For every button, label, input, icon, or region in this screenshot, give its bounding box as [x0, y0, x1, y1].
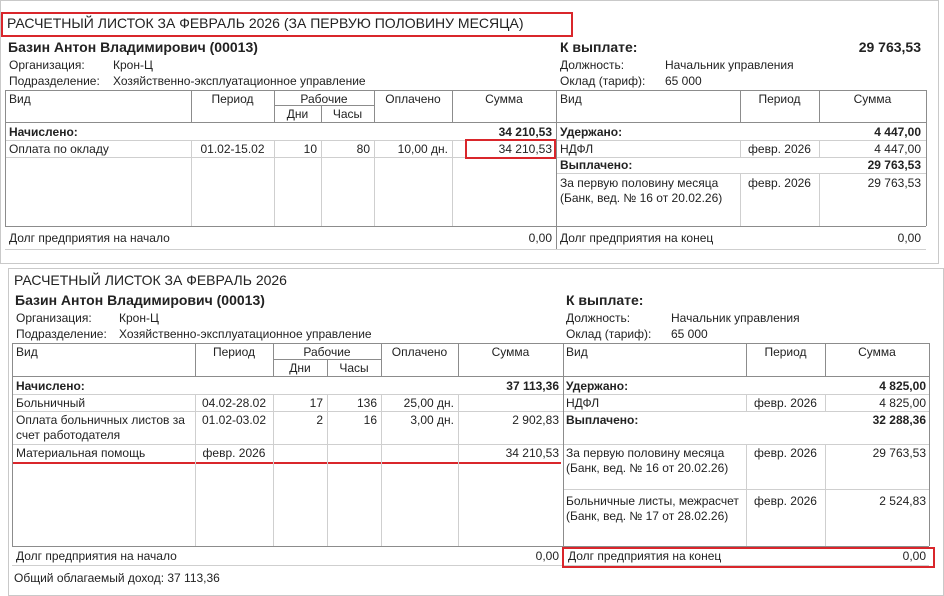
title-highlight: [1, 12, 573, 37]
header-sum: Сумма: [485, 92, 523, 106]
taxable-income: Общий облагаемый доход: 37 113,36: [14, 571, 220, 585]
col-line: [556, 90, 557, 249]
debt-start-label: Долг предприятия на начало: [9, 231, 170, 245]
paid-total: 32 288,36: [872, 413, 926, 427]
paid-label: Выплачено:: [560, 158, 633, 172]
accrued-total: 34 210,53: [498, 125, 552, 139]
accrual-period: 04.02-28.02: [201, 396, 267, 410]
header-hours: Часы: [339, 361, 369, 375]
salary-value: 65 000: [665, 74, 702, 88]
accrued-label: Начислено:: [9, 125, 78, 139]
salary-label: Оклад (тариф):: [560, 74, 646, 88]
paid-period: февр. 2026: [754, 494, 817, 508]
dept-label: Подразделение:: [9, 74, 100, 88]
accrual-paid: 25,00 дн.: [403, 396, 454, 410]
withheld-sum: 4 825,00: [879, 396, 926, 410]
position-value: Начальник управления: [671, 311, 800, 325]
employee-name: Базин Антон Владимирович (00013): [8, 39, 258, 55]
accrual-kind: Материальная помощь: [16, 446, 146, 460]
header-right-period: Период: [758, 92, 801, 106]
debt-end-highlight: [562, 547, 935, 568]
paid-period: февр. 2026: [748, 176, 811, 190]
to-pay-label: К выплате:: [560, 39, 638, 55]
slip-title: РАСЧЕТНЫЙ ЛИСТОК ЗА ФЕВРАЛЬ 2026: [14, 272, 287, 288]
accrual-hours: 80: [356, 142, 370, 156]
header-period: Период: [212, 345, 256, 359]
accrual-period: 01.02-15.02: [200, 142, 265, 156]
accrual-days: 17: [309, 396, 323, 410]
header-period: Период: [211, 92, 254, 106]
accrual-period: 01.02-03.02: [201, 413, 267, 427]
accrual-period: февр. 2026: [202, 446, 266, 460]
header-right-sum: Сумма: [858, 345, 896, 359]
paid-sum: 2 524,83: [879, 494, 926, 508]
paid-period: февр. 2026: [754, 446, 817, 460]
material-aid-underline: [12, 462, 561, 464]
header-sum: Сумма: [491, 345, 530, 359]
col-line: [563, 343, 564, 565]
position-label: Должность:: [566, 311, 631, 325]
withheld-period: февр. 2026: [748, 142, 811, 156]
header-right-period: Период: [764, 345, 807, 359]
debt-start-label: Долг предприятия на начало: [16, 549, 177, 563]
accrual-kind: Оплата по окладу: [9, 142, 109, 156]
col-line: [5, 90, 6, 226]
withheld-total: 4 447,00: [874, 125, 921, 139]
org-value: Крон-Ц: [119, 311, 159, 325]
withheld-period: февр. 2026: [754, 396, 817, 410]
row-line: [12, 444, 929, 445]
debt-end-label: Долг предприятия на конец: [568, 549, 722, 563]
withheld-kind: НДФЛ: [566, 396, 600, 410]
sum-highlight: [465, 139, 556, 159]
table-top-line: [5, 90, 926, 91]
withheld-label: Удержано:: [566, 379, 629, 393]
org-label: Организация:: [9, 58, 85, 72]
header-days: Дни: [289, 361, 311, 375]
header-kind: Вид: [16, 345, 38, 359]
payslip-first-half: [0, 0, 939, 264]
header-kind: Вид: [9, 92, 31, 106]
header-days: Дни: [286, 107, 309, 121]
debt-start-value: 0,00: [535, 549, 559, 563]
footer-line: [5, 249, 926, 250]
paid-kind: За первую половину месяца (Банк, вед. № 16 от 20.02.26): [560, 176, 723, 205]
accrual-paid: 3,00 дн.: [410, 413, 454, 427]
withheld-total: 4 825,00: [879, 379, 926, 393]
accrual-kind: Больничный: [16, 396, 86, 410]
slip-title: РАСЧЕТНЫЙ ЛИСТОК ЗА ФЕВРАЛЬ 2026 (ЗА ПЕРВУЮ ПОЛОВИНУ МЕСЯЦА): [7, 15, 524, 31]
withheld-label: Удержано:: [560, 125, 623, 139]
debt-end-value: 0,00: [897, 231, 921, 245]
payslip-full-month: [8, 268, 944, 596]
debt-end-label: Долг предприятия на конец: [560, 231, 714, 245]
col-line: [926, 90, 927, 226]
salary-value: 65 000: [671, 327, 708, 341]
org-label: Организация:: [16, 311, 92, 325]
header-bottom-line: [5, 122, 926, 123]
header-working: Рабочие: [300, 92, 348, 106]
header-right-kind: Вид: [560, 92, 582, 106]
row-line: [12, 411, 929, 412]
accrued-label: Начислено:: [16, 379, 85, 393]
header-right-sum: Сумма: [853, 92, 892, 106]
row-line: [12, 394, 929, 395]
withheld-kind: НДФЛ: [560, 142, 594, 156]
org-value: Крон-Ц: [113, 58, 153, 72]
dept-value: Хозяйственно-эксплуатационное управление: [119, 327, 372, 341]
header-paid: Оплачено: [391, 345, 448, 359]
employee-name: Базин Антон Владимирович (00013): [15, 292, 265, 308]
row-line: [556, 173, 926, 174]
col-line: [929, 343, 930, 546]
paid-label: Выплачено:: [566, 413, 639, 427]
header-bottom-line: [12, 376, 929, 377]
paid-kind: Больничные листы, межрасчет (Банк, вед. № 17 от 28.02.26): [566, 494, 739, 523]
header-paid: Оплачено: [385, 92, 441, 106]
to-pay-label: К выплате:: [566, 292, 644, 308]
paid-kind: За первую половину месяца (Банк, вед. № 16 от 20.02.26): [566, 446, 729, 475]
dept-value: Хозяйственно-эксплуатационное управление: [113, 74, 366, 88]
position-label: Должность:: [560, 58, 625, 72]
table-top-line: [12, 343, 929, 344]
paid-total: 29 763,53: [867, 158, 921, 172]
salary-label: Оклад (тариф):: [566, 327, 652, 341]
accrual-sum: 34 210,53: [505, 446, 559, 460]
table-bottom-line: [5, 226, 926, 227]
accrual-paid: 10,00 дн.: [397, 142, 448, 156]
dept-label: Подразделение:: [16, 327, 107, 341]
accrual-kind: Оплата больничных листов за счет работодателя: [16, 413, 185, 442]
accrual-days: 10: [303, 142, 317, 156]
accrued-total: 37 113,36: [506, 379, 559, 393]
accrual-days: 2: [316, 413, 323, 427]
header-hours: Часы: [332, 107, 363, 121]
paid-sum: 29 763,53: [867, 176, 921, 190]
accrual-hours: 136: [356, 396, 377, 410]
to-pay-value: 29 763,53: [858, 39, 921, 55]
debt-start-value: 0,00: [528, 231, 552, 245]
position-value: Начальник управления: [665, 58, 794, 72]
accrual-sum: 2 902,83: [512, 413, 559, 427]
accrual-hours: 16: [363, 413, 377, 427]
paid-sum: 29 763,53: [872, 446, 926, 460]
col-line: [12, 343, 13, 546]
debt-end-value: 0,00: [902, 549, 926, 563]
accrual-sum: 34 210,53: [498, 142, 552, 156]
header-working: Рабочие: [303, 345, 351, 359]
header-right-kind: Вид: [566, 345, 588, 359]
withheld-sum: 4 447,00: [874, 142, 921, 156]
